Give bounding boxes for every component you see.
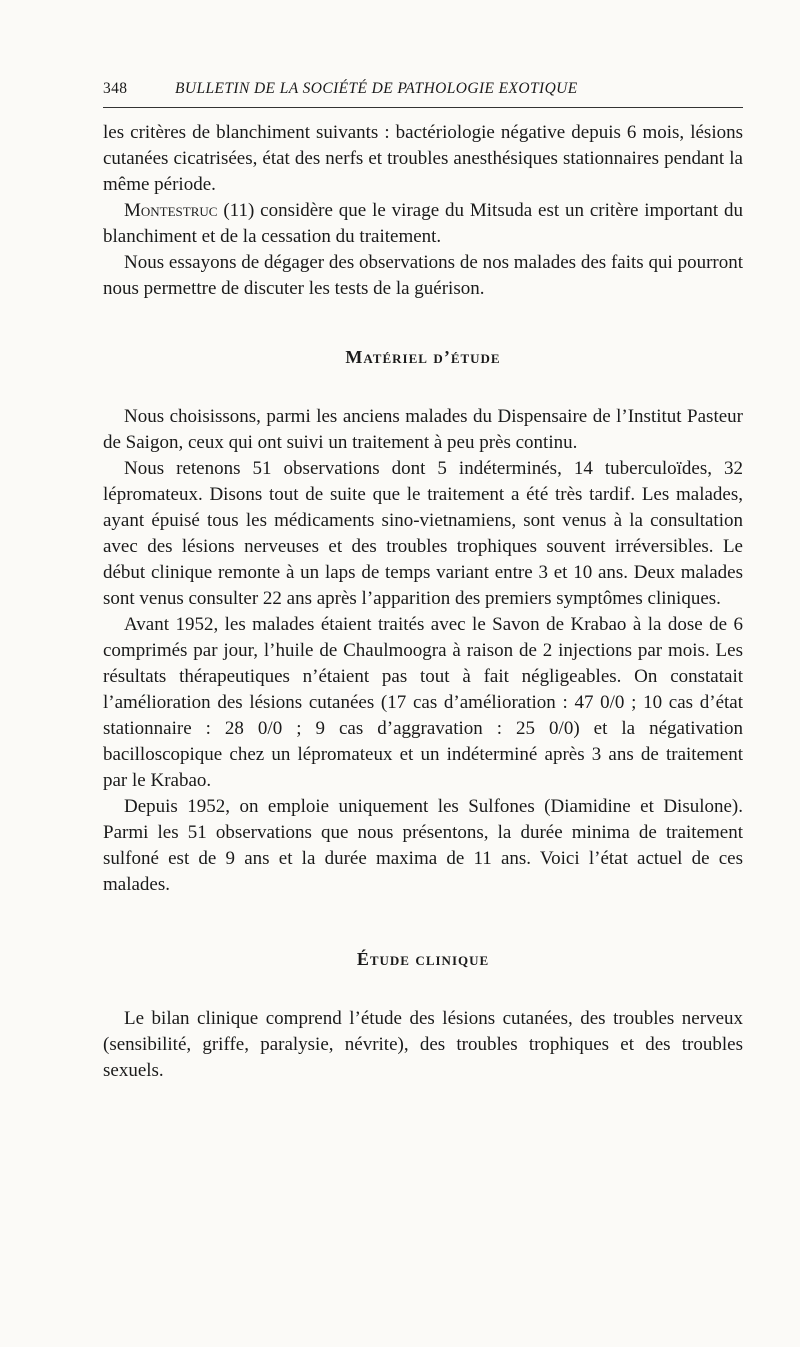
paragraph-since-1952: Depuis 1952, on emploie uniquement les Sulfones (Diamidine et Disulone). Parmi les 51 observations que nous présentons, la durée minima de traitement sulfoné est de 9 ans et la durée maxima de 11 ans. Voici l’état actuel de ces malades. [103, 796, 743, 895]
body-text [103, 120, 743, 1084]
author-name: Montestruc [124, 200, 218, 221]
paragraph-montestruc [103, 198, 743, 250]
paragraph-selection: Nous choisissons, parmi les anciens malades du Dispensaire de l’Institut Pasteur de Saigon, ceux qui ont suivi un traitement à peu près continu. [103, 406, 743, 453]
page-number: 348 [103, 80, 128, 97]
paragraph-continuation: les critères de blanchiment suivants : bactériologie négative depuis 6 mois, lésions cutanées cicatrisées, état des nerfs et troubles anesthésiques stationnaires pendant la même période. [103, 122, 743, 195]
journal-title: BULLETIN DE LA SOCIÉTÉ DE PATHOLOGIE EXOTIQUE [175, 80, 578, 97]
section-heading-clinique: Étude clinique [356, 949, 490, 969]
paragraph-montestruc-text: (11) considère que le virage du Mitsuda est un critère important du blanchiment et de la cessation du traitement. [103, 200, 743, 247]
paragraph-before-1952: Avant 1952, les malades étaient traités avec le Savon de Krabao à la dose de 6 comprimés par jour, l’huile de Chaulmoogra à raison de 2 injections par mois. Les résultats thérapeutiques n’étaient pas tout à fait négligeables. On constatait l’amélioration des lésions cutanées (17 cas d’amélioration : 47 0/0 ; 10 cas d’état stationnaire : 28 0/0 ; 9 cas d’aggravation : 25 0/0) et la négativation bacilloscopique chez un lépromateux et un indéterminé après 3 ans de traitement par le Krabao. [103, 614, 743, 791]
paragraph-aim: Nous essayons de dégager des observations de nos malades des faits qui pourront nous permettre de discuter les tests de la guérison. [103, 252, 743, 299]
paragraph-bilan: Le bilan clinique comprend l’étude des lésions cutanées, des troubles nerveux (sensibilité, griffe, paralysie, névrite), des troubles trophiques et des troubles sexuels. [103, 1008, 743, 1081]
paragraph-observations: Nous retenons 51 observations dont 5 indéterminés, 14 tuberculoïdes, 32 lépromateux. Disons tout de suite que le traitement a été très tardif. Les malades, ayant épuisé tous les médicaments sino-vietnamiens, sont venus à la consultation avec des lésions nerveuses et des troubles trophiques souvent irréversibles. Le début clinique remonte à un laps de temps variant entre 3 et 10 ans. Deux malades sont venus consulter 22 ans après l’apparition des premiers symptômes cliniques. [103, 458, 743, 609]
section-heading-materiel: Matériel d’étude [345, 347, 501, 367]
header-rule [103, 107, 743, 108]
